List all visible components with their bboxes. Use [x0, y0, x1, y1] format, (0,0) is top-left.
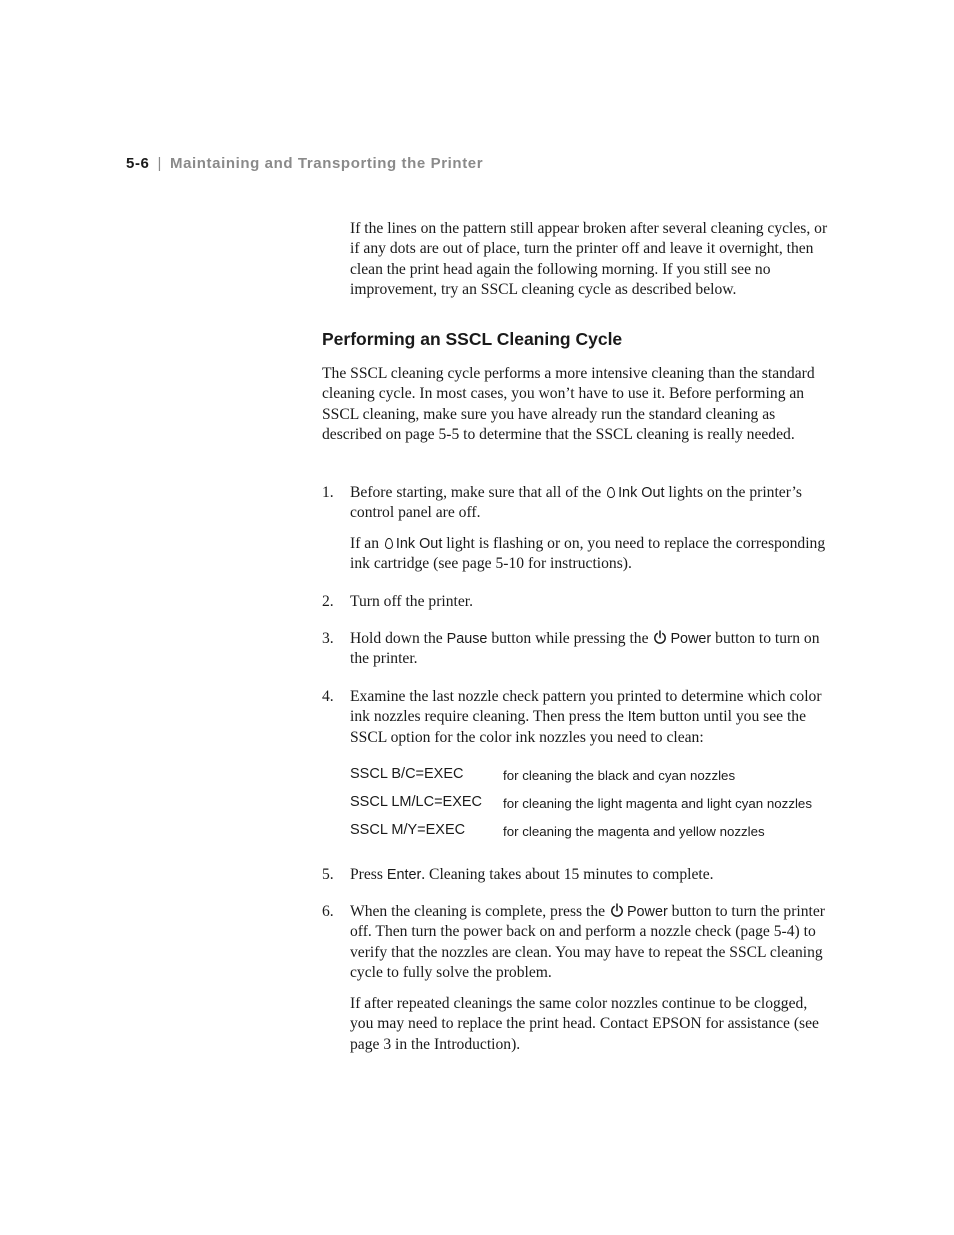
power-icon: [610, 903, 624, 918]
step-number: 4.: [322, 688, 334, 705]
header-separator: |: [157, 155, 162, 172]
running-header: [126, 155, 483, 172]
sscl-option-description: for cleaning the magenta and yellow nozzles: [503, 824, 765, 839]
section-heading: Performing an SSCL Cleaning Cycle: [322, 329, 623, 349]
step-number: 3.: [322, 630, 334, 647]
step-1: [322, 483, 828, 524]
sscl-option-code: SSCL M/Y=EXEC: [350, 822, 466, 838]
step-6: [322, 902, 828, 983]
power-icon: [653, 630, 667, 645]
ink-out-key: Ink Out: [618, 485, 665, 501]
step-number: 6.: [322, 903, 334, 920]
step-5: [322, 865, 828, 885]
page-number: 5-6: [126, 155, 150, 172]
chapter-title: Maintaining and Transporting the Printer: [169, 155, 484, 172]
ink-drop-icon: [607, 487, 615, 498]
sscl-option-code: SSCL LM/LC=EXEC: [350, 794, 483, 810]
step-text: Press Enter. Cleaning takes about 15 minutes to complete.: [350, 866, 714, 883]
pause-key: Pause: [446, 631, 488, 647]
step-number: 1.: [322, 484, 334, 501]
step-2: [322, 592, 828, 612]
sscl-option-code: SSCL B/C=EXEC: [350, 766, 464, 782]
sscl-option-description: for cleaning the black and cyan nozzles: [503, 768, 736, 783]
step-text: Before starting, make sure that all of the Ink Out lights on the printer’s control panel are off.: [350, 484, 802, 522]
section-intro-paragraph: The SSCL cleaning cycle performs a more intensive cleaning than the standard cleaning cycle. In most cases, you won’t have to use it. Before performing an SSCL cleaning, make sure you have already run the standard cleaning as described on page 5-5 to determine that the SSCL cleaning is really needed.: [322, 365, 815, 443]
sscl-option-description: for cleaning the light magenta and light cyan nozzles: [503, 796, 812, 811]
power-key: Power: [670, 631, 712, 647]
ink-out-key: Ink Out: [395, 536, 443, 552]
step-4: [322, 687, 828, 748]
ink-drop-icon: [385, 538, 393, 549]
item-key: Item: [627, 709, 656, 726]
step-text: Hold down the Pause button while pressing the Power button to turn on the printer.: [350, 630, 820, 668]
step-1-note: If an Ink Out light is flashing or on, you need to replace the corresponding ink cartridge (see page 5-10 for instructions).: [350, 535, 826, 573]
step-text: When the cleaning is complete, press the Power button to turn the printer off. Then turn the power back on and perform a nozzle check (page 5-4) to verify that the nozzles are clean. You may have to repeat the SSCL cleaning cycle to fully solve the problem.: [350, 903, 825, 981]
intro-paragraph: If the lines on the pattern still appear broken after several cleaning cycles, or if any dots are out of place, turn the printer off and leave it overnight, then clean the print head again the following morning. If you still see no improvement, try an SSCL cleaning cycle as described below.: [350, 220, 828, 298]
power-key: Power: [626, 904, 668, 920]
step-number: 5.: [322, 866, 334, 883]
step-number: 2.: [322, 593, 334, 610]
step-3: [322, 629, 828, 670]
enter-key: Enter: [386, 867, 422, 883]
step-text: Examine the last nozzle check pattern you printed to determine which color ink nozzles require cleaning. Then press the Item button until you see the SSCL option for the color ink nozzles you need to clean:: [350, 688, 822, 746]
step-text: Turn off the printer.: [350, 593, 474, 610]
step-6-note: If after repeated cleanings the same color nozzles continue to be clogged, you may need to replace the print head. Contact EPSON for assistance (see page 3 in the Introduction).: [350, 995, 819, 1053]
